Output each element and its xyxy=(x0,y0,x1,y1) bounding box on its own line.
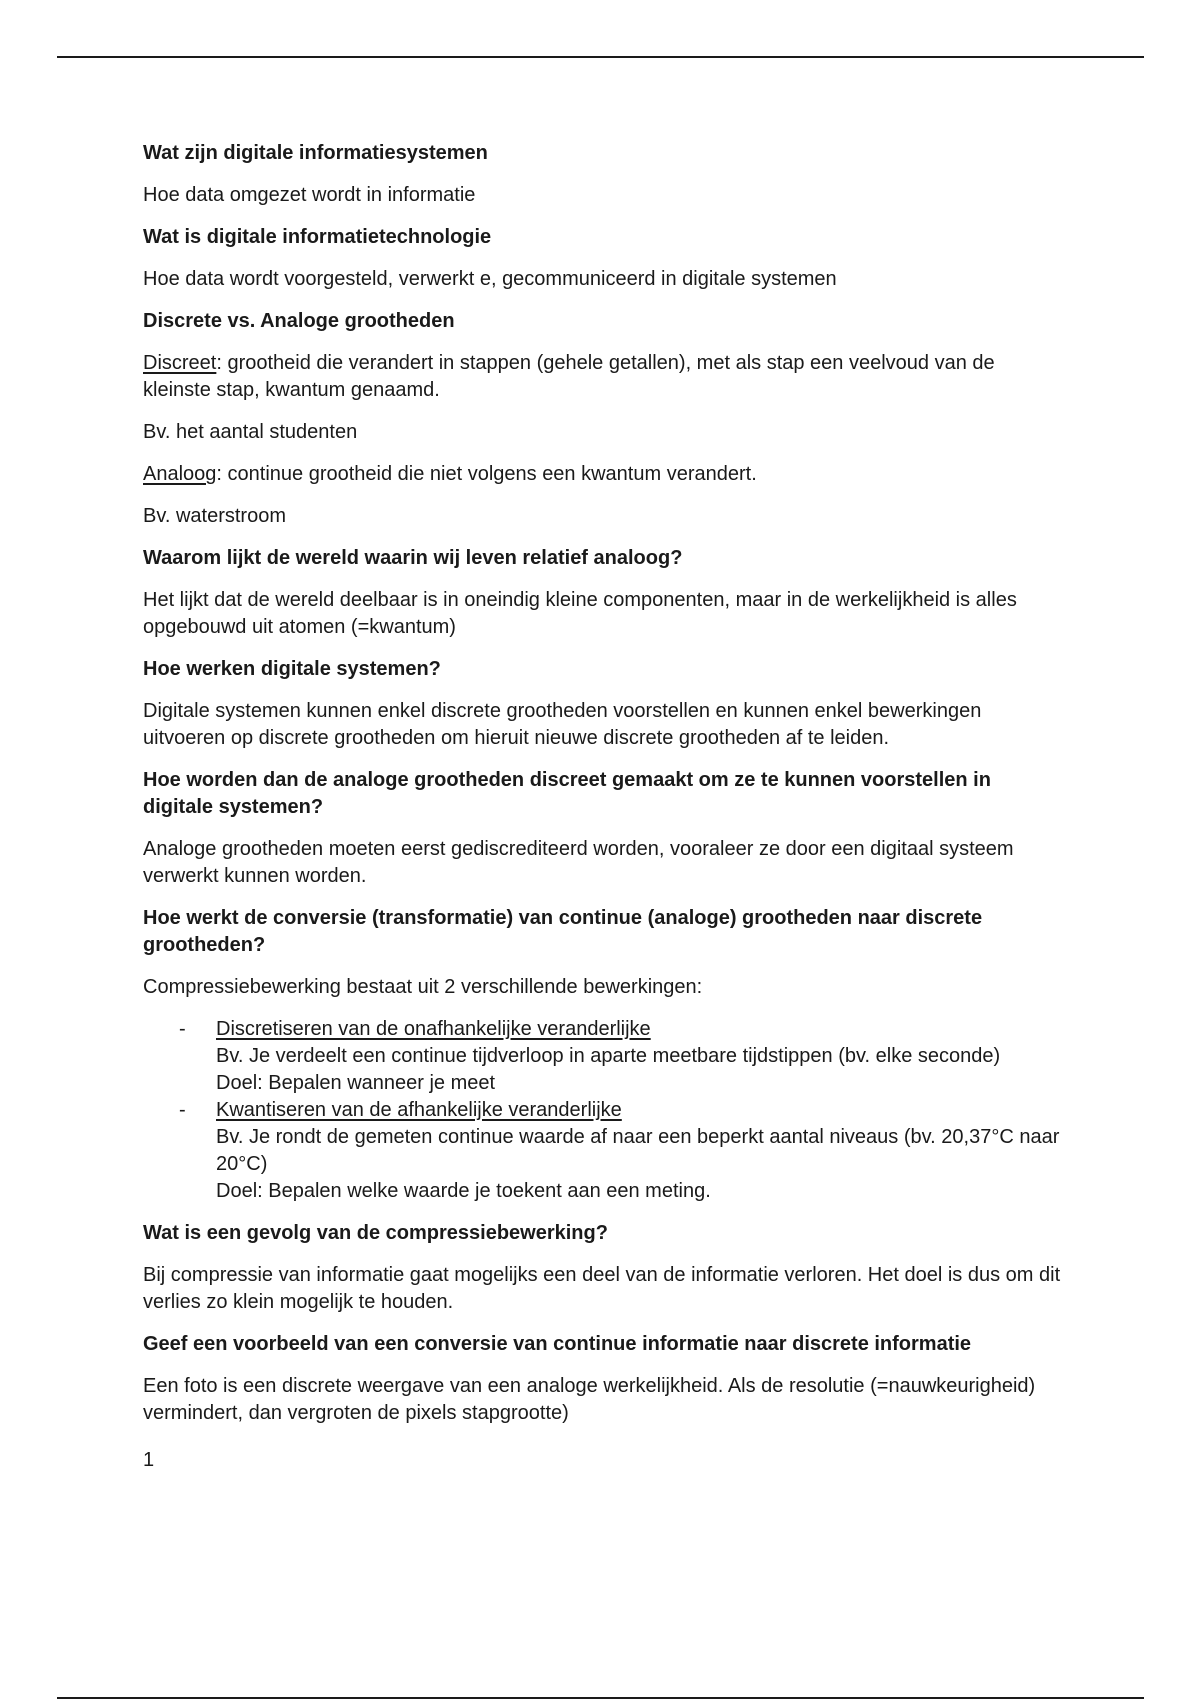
document-body xyxy=(143,140,1063,1474)
footer-rule xyxy=(57,1697,1144,1699)
example-analoog: Bv. waterstroom xyxy=(143,505,286,527)
list-item-example: Bv. Je verdeelt een continue tijdverloop in aparte meetbare tijdstippen (bv. elke seconde) xyxy=(216,1045,1001,1067)
section-body: Analoge grootheden moeten eerst gediscrediteerd worden, vooraleer ze door een digitaal systeem verwerkt kunnen worden. xyxy=(143,838,1014,887)
definition-analoog xyxy=(143,461,1063,488)
term-analoog: Analoog xyxy=(143,463,217,485)
section-heading: Waarom lijkt de wereld waarin wij leven relatief analoog? xyxy=(143,547,683,569)
definition-discreet xyxy=(143,350,1063,404)
section-heading: Discrete vs. Analoge grootheden xyxy=(143,310,455,332)
section-heading: Wat zijn digitale informatiesystemen xyxy=(143,142,488,164)
bullet-dash: - xyxy=(179,1099,186,1121)
section-heading: Wat is een gevolg van de compressiebewerking? xyxy=(143,1222,608,1244)
section-heading: Geef een voorbeeld van een conversie van continue informatie naar discrete informatie xyxy=(143,1333,972,1355)
section-body: Compressiebewerking bestaat uit 2 verschillende bewerkingen: xyxy=(143,976,703,998)
section-heading: Hoe werken digitale systemen? xyxy=(143,658,441,680)
bullet-list xyxy=(143,1016,1063,1205)
section-heading: Wat is digitale informatietechnologie xyxy=(143,226,492,248)
definition-text: : grootheid die verandert in stappen (gehele getallen), met als stap een veelvoud van de kleinste stap, kwantum genaamd. xyxy=(143,352,995,401)
definition-text: : continue grootheid die niet volgens een kwantum verandert. xyxy=(216,463,757,485)
section-body: Het lijkt dat de wereld deelbaar is in oneindig kleine componenten, maar in de werkelijkheid is alles opgebouwd uit atomen (=kwantum) xyxy=(143,589,1017,638)
term-discreet: Discreet xyxy=(143,352,217,374)
header-rule xyxy=(57,56,1144,58)
example-discreet: Bv. het aantal studenten xyxy=(143,421,358,443)
section-body: Hoe data omgezet wordt in informatie xyxy=(143,184,476,206)
list-item xyxy=(143,1097,1063,1205)
section-body: Digitale systemen kunnen enkel discrete grootheden voorstellen en kunnen enkel bewerkingen uitvoeren op discrete grootheden om hieruit nieuwe discrete grootheden af te leiden. xyxy=(143,700,982,749)
list-item-title: Discretiseren van de onafhankelijke veranderlijke xyxy=(216,1018,651,1040)
section-body: Hoe data wordt voorgesteld, verwerkt e, gecommuniceerd in digitale systemen xyxy=(143,268,837,290)
section-heading: Hoe worden dan de analoge grootheden discreet gemaakt om ze te kunnen voorstellen in digitale systemen? xyxy=(143,769,991,818)
list-item-example: Bv. Je rondt de gemeten continue waarde af naar een beperkt aantal niveaus (bv. 20,37°C naar 20°C) xyxy=(216,1126,1060,1175)
list-item-goal: Doel: Bepalen welke waarde je toekent aan een meting. xyxy=(216,1180,711,1202)
section-body: Bij compressie van informatie gaat mogelijks een deel van de informatie verloren. Het doel is dus om dit verlies zo klein mogelijk te houden. xyxy=(143,1264,1061,1313)
list-item xyxy=(143,1016,1063,1097)
list-item-goal: Doel: Bepalen wanneer je meet xyxy=(216,1072,496,1094)
section-body: Een foto is een discrete weergave van een analoge werkelijkheid. Als de resolutie (=nauwkeurigheid) vermindert, dan vergroten de pixels stapgrootte) xyxy=(143,1375,1036,1424)
bullet-dash: - xyxy=(179,1018,186,1040)
section-heading: Hoe werkt de conversie (transformatie) van continue (analoge) grootheden naar discrete grootheden? xyxy=(143,907,983,956)
page-number: 1 xyxy=(143,1449,155,1471)
list-item-title: Kwantiseren van de afhankelijke veranderlijke xyxy=(216,1099,622,1121)
